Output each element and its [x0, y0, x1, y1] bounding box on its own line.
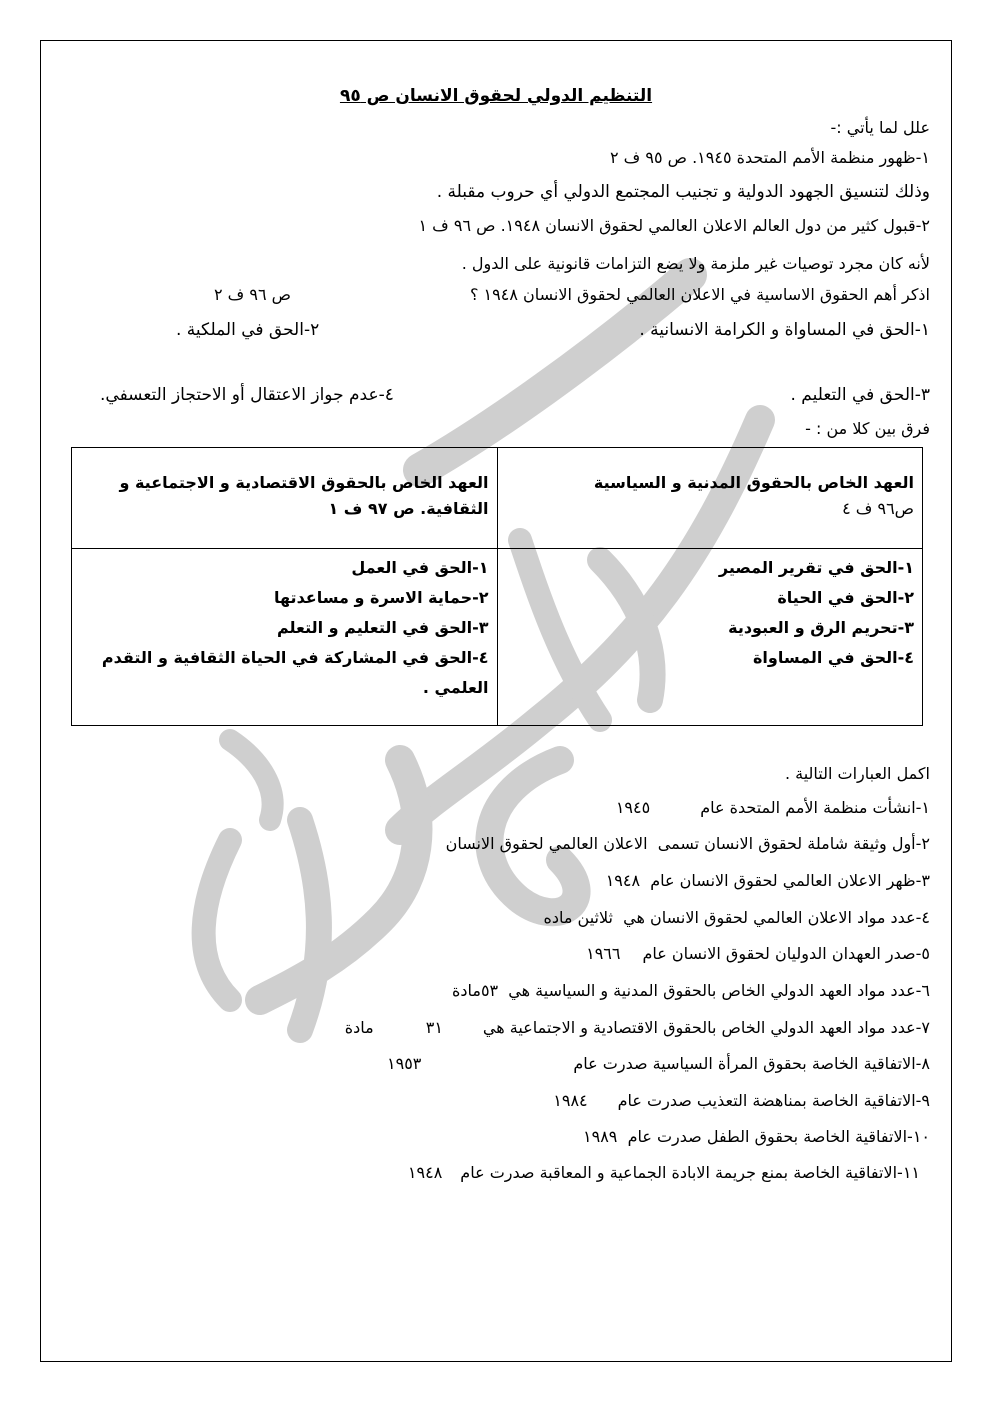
- answer: ١٩٤٥: [615, 798, 651, 817]
- list-item: ٣-الحق في التعليم و التعلم: [276, 618, 489, 637]
- answer: ١٩٤٨: [605, 871, 641, 890]
- answer: ١٩٨٤: [553, 1091, 588, 1110]
- list-item: ٢-الحق في الحياة: [777, 588, 914, 607]
- civil-political-title: العهد الخاص بالحقوق المدنية و السياسية: [593, 473, 914, 492]
- explain-answer-2: لأنه كان مجرد توصيات غير ملزمة ولا يضع التزامات قانونية على الدول .: [461, 254, 930, 273]
- economic-social-title: العهد الخاص بالحقوق الاقتصادية و الاجتماعية و الثقافية. ص ٩٧ ف ١: [119, 473, 489, 518]
- comparison-header-row: [72, 448, 923, 549]
- explain-answer-1: وذلك لتنسيق الجهود الدولية و تجنيب المجتمع الدولي أي حروب مقبلة .: [436, 182, 930, 202]
- answer: ٥٣مادة: [451, 981, 499, 1000]
- answer: ١٩٨٩: [583, 1127, 618, 1146]
- rights-item-2: ٢-الحق في الملكية .: [176, 320, 320, 340]
- list-item: ٣-تحريم الرق و العبودية: [728, 618, 914, 637]
- answer: ٣١: [425, 1018, 443, 1037]
- complete-item-1: ١-انشأت منظمة الأمم المتحدة عام١٩٤٥: [615, 798, 930, 817]
- complete-item-9: ٩-الاتفاقية الخاصة بمناهضة التعذيب صدرت عام١٩٨٤: [553, 1091, 930, 1110]
- complete-heading: اكمل العبارات التالية .: [784, 764, 930, 783]
- civil-political-reference: ص٩٦ ف ٤: [842, 499, 914, 518]
- complete-item-6: ٦-عدد مواد العهد الدولي الخاص بالحقوق المدنية و السياسية هي ٥٣مادة: [451, 981, 930, 1000]
- complete-item-4: ٤-عدد مواد الاعلان العالمي لحقوق الانسان هي ثلاثين ماده: [543, 908, 930, 927]
- answer: ١٩٤٨: [407, 1163, 443, 1182]
- rights-page-reference: ص ٩٦ ف ٢: [214, 285, 291, 304]
- rights-item-4: ٤-عدم جواز الاعتقال أو الاحتجاز التعسفي.: [100, 385, 394, 405]
- complete-item-5: ٥-صدر العهدان الدوليان لحقوق الانسان عام١٩٦٦: [586, 944, 930, 963]
- list-item: ١-الحق في العمل: [351, 558, 489, 577]
- comparison-table: [71, 447, 923, 726]
- compare-heading: فرق بين كلا من : -: [805, 419, 930, 438]
- explain-question-1: ١-ظهور منظمة الأمم المتحدة ١٩٤٥. ص ٩٥ ف ٢: [610, 148, 930, 167]
- list-item: ٤-الحق في المساواة: [752, 648, 914, 667]
- economic-social-rights-cell: [72, 549, 498, 726]
- rights-item-3: ٣-الحق في التعليم .: [790, 385, 930, 405]
- answer-unit: مادة: [344, 1018, 374, 1037]
- complete-item-10: ١٠-الاتفاقية الخاصة بحقوق الطفل صدرت عام ١٩٨٩: [583, 1127, 930, 1146]
- complete-item-7: ٧-عدد مواد العهد الدولي الخاص بالحقوق الاقتصادية و الاجتماعية هي٣١مادة: [344, 1018, 930, 1037]
- answer: ثلاثين ماده: [543, 908, 613, 927]
- explain-heading: علل لما يأتي :-: [830, 118, 930, 137]
- answer: الاعلان العالمي لحقوق الانسان: [445, 834, 648, 853]
- complete-item-3: ٣-ظهر الاعلان العالمي لحقوق الانسان عام ١٩٤٨: [605, 871, 930, 890]
- civil-political-rights-cell: [497, 549, 923, 726]
- column-civil-political-header: [497, 448, 923, 549]
- complete-item-11: ١١-الاتفاقية الخاصة بمنع جريمة الابادة الجماعية و المعاقبة صدرت عام١٩٤٨: [407, 1163, 920, 1182]
- complete-item-2: ٢-أول وثيقة شاملة لحقوق الانسان تسمى الاعلان العالمي لحقوق الانسان: [445, 834, 930, 853]
- complete-item-8: ٨-الاتفاقية الخاصة بحقوق المرأة السياسية صدرت عام١٩٥٣: [387, 1054, 930, 1073]
- answer: ١٩٥٣: [387, 1054, 422, 1073]
- list-item: ١-الحق في تقرير المصير: [718, 558, 914, 577]
- list-item: ٢-حماية الاسرة و مساعدتها: [273, 588, 489, 607]
- explain-question-2: ٢-قبول كثير من دول العالم الاعلان العالمي لحقوق الانسان ١٩٤٨. ص ٩٦ ف ١: [418, 216, 930, 235]
- answer: ١٩٦٦: [586, 944, 621, 963]
- rights-item-1: ١-الحق في المساواة و الكرامة الانسانية .: [639, 320, 930, 340]
- page-title: التنظيم الدولي لحقوق الانسان ص ٩٥: [339, 86, 653, 106]
- comparison-body-row: [72, 549, 923, 726]
- rights-heading: اذكر أهم الحقوق الاساسية في الاعلان العالمي لحقوق الانسان ١٩٤٨ ؟: [469, 285, 930, 304]
- list-item: ٤-الحق في المشاركة في الحياة الثقافية و التقدم العلمي .: [101, 648, 489, 697]
- column-economic-social-header: [72, 448, 498, 549]
